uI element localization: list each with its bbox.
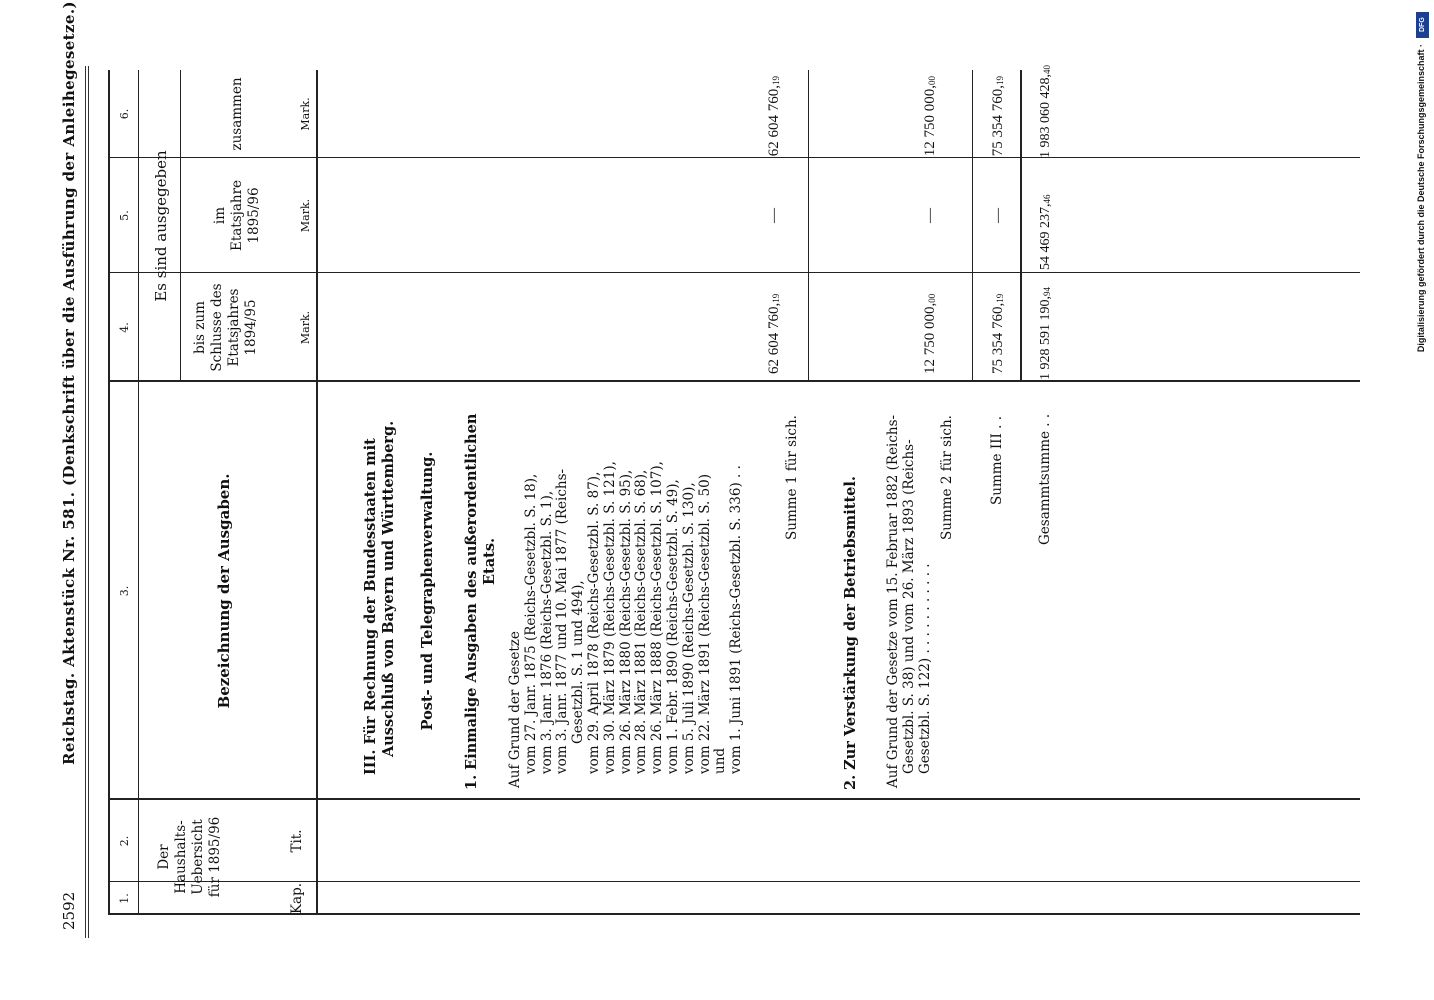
section-title bbox=[362, 421, 398, 775]
col12-line: für 1895/96 bbox=[207, 816, 223, 898]
item1-line: vom 28. März 1881 (Reichs-Gesetzbl. S. 68), bbox=[633, 469, 650, 774]
subsection-title: Post- und Telegraphenverwaltung. bbox=[419, 451, 436, 731]
gesammtsumme: Gesammtsumme . . bbox=[1037, 413, 1053, 545]
col-num-1: 1. bbox=[118, 893, 131, 904]
item1-line: vom 3. Janr. 1876 (Reichs-Gesetzbl. S. 1), bbox=[538, 490, 555, 774]
row2-col6: 12 750 $000,_{00}$ bbox=[922, 76, 938, 157]
summe-3: Summe III . . bbox=[989, 416, 1005, 505]
item1-title-line: 1. Einmalige Ausgaben des außerordentlichen bbox=[463, 413, 480, 790]
value-frac: 00 bbox=[927, 293, 937, 303]
section-title-line: III. Für Rechnung der Bundesstaaten mit bbox=[362, 438, 379, 775]
value-frac: 46 bbox=[1042, 194, 1052, 204]
header-bottom-rule bbox=[316, 70, 318, 915]
col4-mark: Mark. bbox=[299, 310, 312, 345]
value-main: 75 354 760 bbox=[990, 88, 1006, 157]
col-num-5: 5. bbox=[118, 210, 131, 221]
dfg-text: Digitalisierung gefördert durch die Deutsche Forschungsgemeinschaft · bbox=[1416, 44, 1426, 353]
page-number: 2592 bbox=[60, 891, 78, 930]
dfg-logo: DFG bbox=[1416, 12, 1429, 38]
header-rule bbox=[85, 66, 86, 938]
header-rule-2 bbox=[88, 66, 89, 938]
col12-line: Haushalts- bbox=[173, 820, 189, 894]
row1-col4: 62 604 $760,_{19}$ bbox=[766, 293, 782, 374]
item1-line: und bbox=[712, 747, 729, 774]
value-main: 12 750 000 bbox=[922, 306, 938, 374]
row4-col4: 1 928 591 $190,_{94}$ bbox=[1038, 287, 1053, 380]
row1-col6: 62 604 $760,_{19}$ bbox=[766, 76, 782, 157]
value-frac: 00 bbox=[927, 76, 937, 85]
item1-line: vom 29. April 1878 (Reichs-Gesetzbl. S. 87), bbox=[585, 471, 602, 774]
col5-line: Etatsjahre bbox=[229, 179, 245, 252]
col3-title: Bezeichnung der Ausgaben. bbox=[215, 473, 233, 709]
item1-line: vom 5. Juli 1890 (Reichs-Gesetzbl. S. 130), bbox=[680, 482, 697, 774]
item1-line: Gesetzbl. S. 1 und 494), bbox=[570, 580, 587, 744]
col5-title bbox=[212, 158, 263, 273]
value-frac: 19 bbox=[995, 293, 1005, 303]
value-main: 12 750 000 bbox=[922, 88, 938, 157]
item1-line: vom 27. Janr. 1875 (Reichs-Gesetzbl. S. 18), bbox=[522, 473, 539, 774]
summe-2: Summe 2 für sich. bbox=[939, 415, 955, 540]
es-sind-rule bbox=[180, 70, 181, 382]
col4-line: Etatsjahres bbox=[226, 288, 242, 367]
summe-1: Summe 1 für sich. bbox=[784, 415, 800, 540]
running-title: Reichstag. Aktenstück Nr. 581. (Denkschrift über die Ausführung der Anleihegesetze.) bbox=[60, 1, 78, 765]
item1-line: vom 30. März 1879 (Reichs-Gesetzbl. S. 121), bbox=[601, 461, 618, 774]
item1-line: vom 3. Janr. 1877 und 10. Mai 1877 (Reichs- bbox=[554, 468, 571, 774]
col12-line: Der bbox=[156, 844, 172, 870]
col4-line: 1894/95 bbox=[243, 299, 259, 356]
col5-line: im bbox=[212, 206, 228, 225]
summe1-rule bbox=[808, 70, 809, 382]
row4-col5: 54 469 $237,_{46}$ bbox=[1038, 194, 1053, 270]
value-frac: 19 bbox=[771, 76, 781, 85]
table-top-rule bbox=[108, 70, 110, 915]
section-title-line: Ausschluß von Bayern und Württemberg. bbox=[380, 420, 397, 757]
item1-title-line: Etats. bbox=[481, 537, 498, 585]
col4-title bbox=[192, 273, 260, 382]
value-main: 1 983 060 428 bbox=[1038, 77, 1053, 158]
col5-mark: Mark. bbox=[299, 198, 312, 233]
value-frac: 19 bbox=[995, 76, 1005, 85]
col6-mark: Mark. bbox=[299, 97, 312, 131]
kap-label: Kap. bbox=[289, 882, 305, 915]
item1-line: vom 26. März 1888 (Reichs-Gesetzbl. S. 107), bbox=[649, 461, 666, 774]
col-num-6: 6. bbox=[118, 108, 131, 120]
column-number-rule bbox=[138, 70, 139, 915]
col-num-3: 3. bbox=[118, 585, 131, 597]
col12-title bbox=[156, 802, 224, 912]
row2-col5: — bbox=[922, 208, 938, 223]
row1-col5: — bbox=[766, 208, 782, 223]
value-frac: 94 bbox=[1042, 287, 1052, 296]
value-frac: 19 bbox=[771, 293, 781, 303]
row3-col6: 75 354 $760,_{19}$ bbox=[990, 76, 1006, 157]
row3-col4: 75 354 $760,_{19}$ bbox=[990, 293, 1006, 374]
row4-col6: 1 983 060 $428,_{40}$ bbox=[1038, 65, 1053, 158]
tit-label: Tit. bbox=[289, 829, 305, 853]
row2-col4: 12 750 $000,_{00}$ bbox=[922, 293, 938, 374]
col4-line: bis zum bbox=[192, 301, 208, 354]
value-frac: 40 bbox=[1042, 65, 1052, 74]
value-main: 75 354 760 bbox=[990, 306, 1006, 374]
summe3-rule bbox=[1020, 70, 1022, 382]
item1-title bbox=[463, 414, 499, 790]
value-main: 62 604 760 bbox=[766, 88, 782, 157]
es-sind-ausgegeben: Es sind ausgegeben bbox=[152, 150, 170, 302]
item1-line: vom 1. Febr. 1890 (Reichs-Gesetzbl. S. 49), bbox=[664, 479, 681, 774]
col-num-2: 2. bbox=[118, 835, 131, 847]
item1-line: vom 22. März 1891 (Reichs-Gesetzbl. S. 50) bbox=[696, 473, 713, 774]
item1-line: vom 1. Juni 1891 (Reichs-Gesetzbl. S. 336) . . bbox=[728, 465, 745, 774]
value-main: 62 604 760 bbox=[766, 306, 782, 374]
item2-line: Auf Grund der Gesetze vom 15. Februar 1882 (Reichs- bbox=[885, 414, 901, 788]
item2-lines bbox=[886, 415, 933, 788]
summe2-rule bbox=[972, 70, 973, 382]
value-main: 1 928 591 190 bbox=[1038, 299, 1053, 380]
row3-col5: — bbox=[990, 208, 1006, 223]
item1-line: vom 26. März 1880 (Reichs-Gesetzbl. S. 95), bbox=[617, 469, 634, 774]
col4-line: Schlusse des bbox=[209, 283, 225, 372]
value-main: 54 469 237 bbox=[1038, 207, 1053, 270]
item2-title: 2. Zur Verstärkung der Betriebsmittel. bbox=[842, 476, 859, 790]
item2-line: Gesetzbl. S. 38) und vom 26. März 1893 (Reichs- bbox=[900, 439, 917, 774]
col6-title: zusammen bbox=[229, 77, 245, 151]
item1-lines bbox=[508, 461, 745, 788]
col12-line: Uebersicht bbox=[190, 819, 206, 895]
col5-line: 1895/96 bbox=[246, 187, 262, 244]
item1-line: Auf Grund der Gesetze bbox=[507, 631, 523, 788]
col-num-4: 4. bbox=[118, 322, 131, 333]
item2-line: Gesetzbl. S. 122) . . . . . . . . . . . bbox=[916, 563, 933, 774]
